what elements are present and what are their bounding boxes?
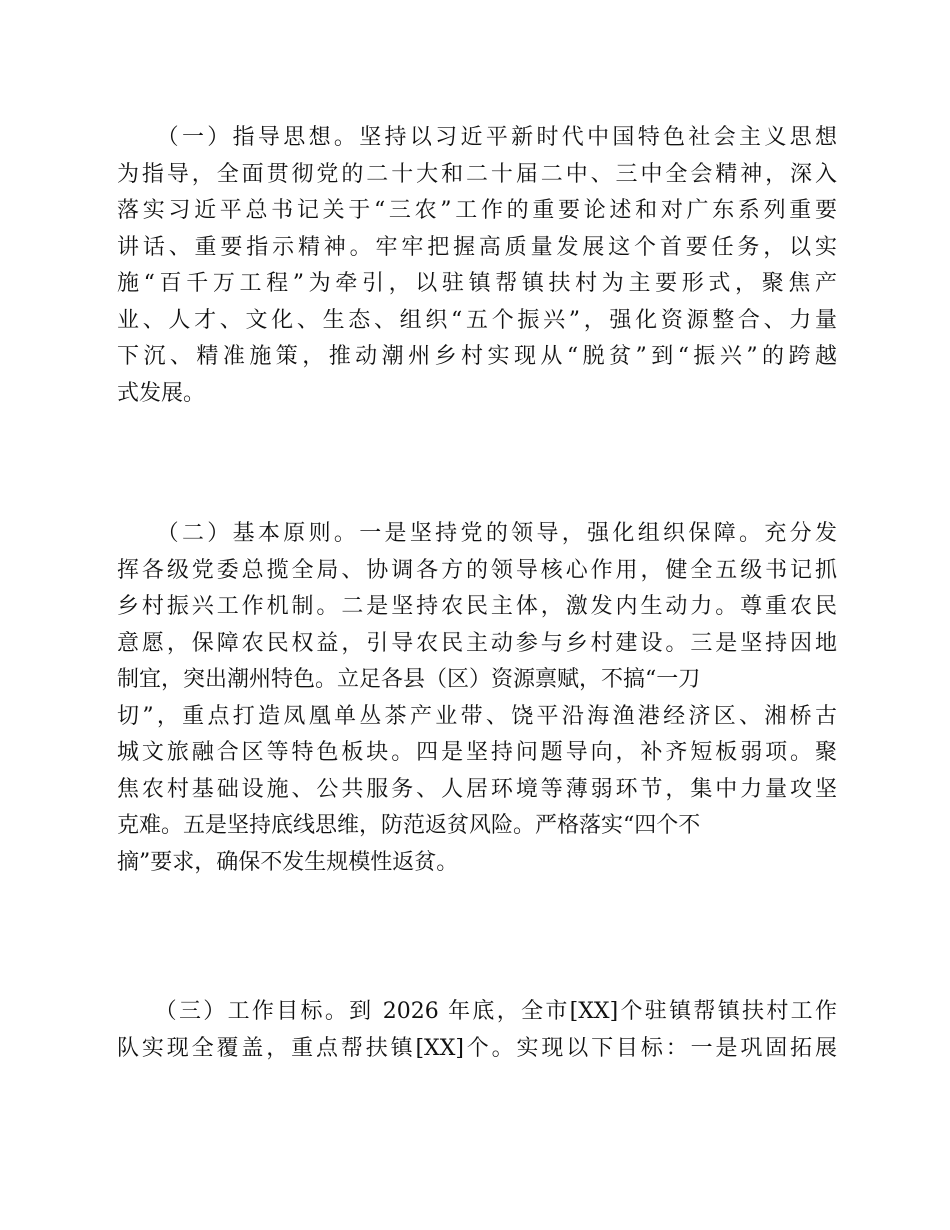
text-line: 摘”要求，确保不发生规模性返贫。 [117, 849, 459, 875]
text-line: 意愿，保障农民权益，引导农民主动参与乡村建设。三是坚持因地 [117, 630, 837, 656]
text-line: 队实现全覆盖，重点帮扶镇[XX]个。实现以下目标：一是巩固拓展 [117, 1035, 837, 1061]
paragraph-basic-principles [117, 516, 837, 881]
text-line: 焦农村基础设施、公共服务、人居环境等薄弱环节，集中力量攻坚 [117, 776, 837, 802]
text-line: （一）指导思想。坚持以习近平新时代中国特色社会主义思想 [117, 125, 837, 150]
paragraph-work-goals [117, 994, 837, 1067]
text-line: 讲话、重要指示精神。牢牢把握高质量发展这个首要任务，以实 [117, 234, 837, 260]
text-line: 城文旅融合区等特色板块。四是坚持问题导向，补齐短板弱项。聚 [117, 740, 837, 765]
text-line: 乡村振兴工作机制。二是坚持农民主体，激发内生动力。尊重农民 [117, 594, 837, 619]
text-line: 式发展。 [117, 380, 206, 406]
text-line: 为指导，全面贯彻党的二十大和二十届二中、三中全会精神，深入 [117, 161, 837, 187]
text-line: （二）基本原则。一是坚持党的领导，强化组织保障。充分发 [117, 521, 837, 546]
paragraph-guiding-ideology [117, 120, 837, 412]
text-line: 施“百千万工程”为牵引，以驻镇帮镇扶村为主要形式，聚焦产 [117, 271, 837, 296]
text-line: 落实习近平总书记关于“三农”工作的重要论述和对广东系列重要 [117, 198, 837, 223]
text-line: 制宜，突出潮州特色。立足各县（区）资源禀赋，不搞“一刀 [117, 667, 701, 692]
text-line: 业、人才、文化、生态、组织“五个振兴”，强化资源整合、力量 [117, 307, 837, 333]
text-line: 克难。五是坚持底线思维，防范返贫风险。严格落实“四个不 [117, 813, 701, 838]
text-line: （三）工作目标。到 2026 年底，全市[XX]个驻镇帮镇扶村工作 [117, 999, 837, 1024]
text-line: 切”，重点打造凤凰单丛茶产业带、饶平沿海渔港经济区、湘桥古 [117, 703, 837, 729]
text-line: 挥各级党委总揽全局、协调各方的领导核心作用，健全五级书记抓 [117, 557, 837, 583]
text-line: 下沉、精准施策，推动潮州乡村实现从“脱贫”到“振兴”的跨越 [117, 344, 837, 369]
